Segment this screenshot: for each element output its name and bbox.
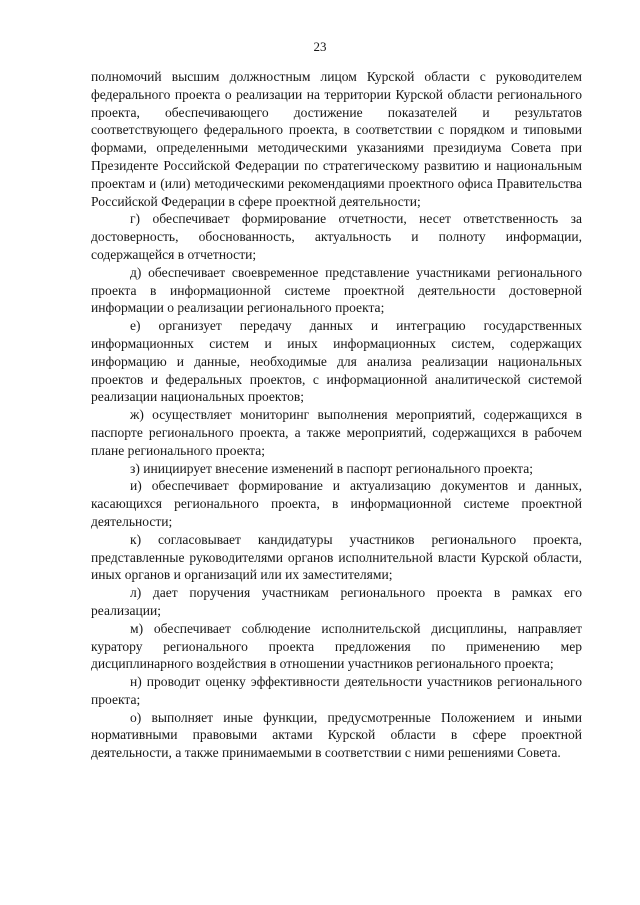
paragraph-item-l: л) дает поручения участникам регионального проекта в рамках его реализации;: [91, 585, 582, 618]
paragraph-item-g: г) обеспечивает формирование отчетности, несет ответственность за достоверность, обоснованность, актуальность и полноту информации, содержащейся в отчетности;: [91, 211, 582, 262]
paragraph-continuation: полномочий высшим должностным лицом Курской области с руководителем федерального проекта о реализации на территории Курской области регионального проекта, обеспечивающего достижение показателей и результатов соответствующего федерального проекта, в соответствии с порядком и типовыми формами, определенными методическими указаниями президиума Совета при Президенте Российской Федерации по стратегическому развитию и национальным проектам и (или) методическими рекомендациями проектного офиса Правительства Российской Федерации в сфере проектной деятельности;: [91, 69, 582, 209]
paragraph-item-m: м) обеспечивает соблюдение исполнительской дисциплины, направляет куратору регионального проекта предложения по применению мер дисциплинарного воздействия в отношении участников регионального проекта;: [91, 620, 582, 672]
paragraph-item-n: н) проводит оценку эффективности деятельности участников регионального проекта;: [91, 674, 582, 707]
paragraph-item-e: е) организует передачу данных и интеграцию государственных информационных систем и иных информационных систем, содержащих информацию и данные, необходимые для анализа реализации национальных проектов и федеральных проектов, с информационной аналитической системой реализации национальных проектов;: [91, 318, 582, 405]
document-body: [91, 68, 582, 762]
page-number: 23: [313, 39, 327, 54]
paragraph-item-d: д) обеспечивает своевременное представление участниками регионального проекта в информационной системе проектной деятельности достоверной информации о реализации регионального проекта;: [91, 264, 582, 316]
paragraph-item-z: з) инициирует внесение изменений в паспорт регионального проекта;: [130, 460, 534, 476]
paragraph-item-zh: ж) осуществляет мониторинг выполнения мероприятий, содержащихся в паспорте регионального проекта, а также мероприятий, содержащихся в рабочем плане регионального проекта;: [91, 407, 582, 458]
paragraph-item-o: о) выполняет иные функции, предусмотренные Положением и иными нормативными правовыми актами Курской области в сфере проектной деятельности, а также принимаемыми в соответствии с ними решениями Совета.: [91, 709, 582, 761]
paragraph-item-i: и) обеспечивает формирование и актуализацию документов и данных, касающихся регионального проекта, в информационной системе проектной деятельности;: [91, 478, 582, 529]
paragraph-item-k: к) согласовывает кандидатуры участников регионального проекта, представленные руководителями органов исполнительной власти Курской области, иных органов и организаций или их заместителями;: [91, 531, 582, 583]
